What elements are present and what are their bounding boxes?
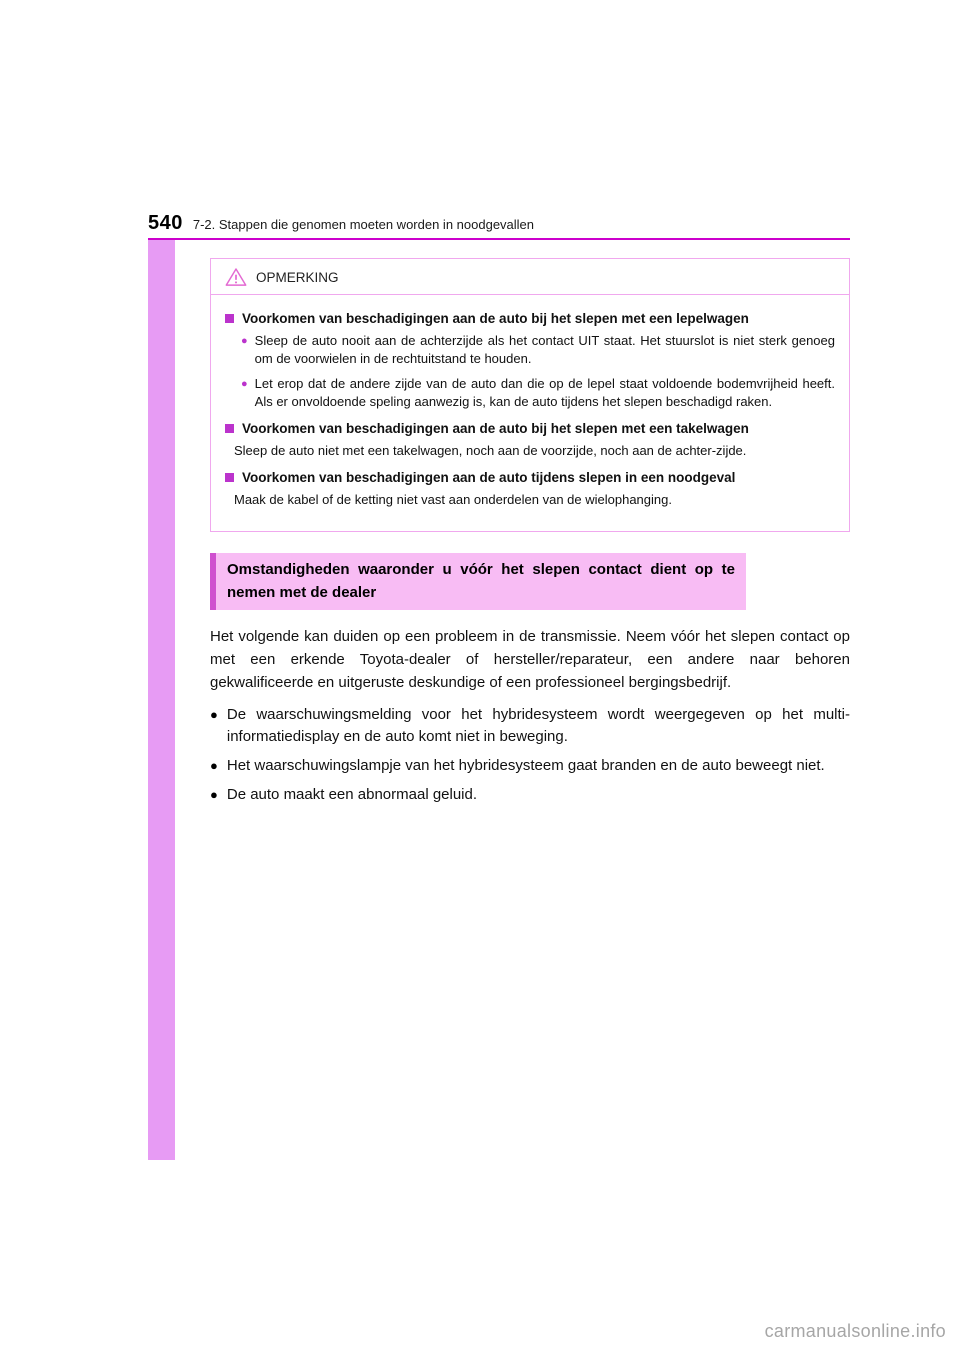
- square-bullet-icon: [225, 314, 234, 323]
- content-column: [210, 258, 850, 813]
- section-heading: [210, 553, 746, 610]
- notice-section-heading-text: Voorkomen van beschadigingen aan de auto bij het slepen met een lepelwagen: [242, 311, 749, 326]
- body-bullet-text: De auto maakt een abnormaal geluid.: [226, 786, 478, 803]
- square-bullet-icon: [225, 424, 234, 433]
- notice-section-text: Sleep de auto niet met een takelwagen, noch aan de voorzijde, noch aan de achter-zijde.: [234, 443, 747, 458]
- notice-bullet-text: Sleep de auto nooit aan de achterzijde als het contact UIT staat. Het stuurslot is niet sterk genoeg om de voorwielen in de rechtuitstand te houden.: [254, 333, 835, 366]
- round-bullet-icon: ●: [210, 758, 218, 773]
- page-number: 540: [148, 212, 183, 234]
- chapter-side-bar: [148, 240, 175, 1160]
- notice-section-heading: [225, 469, 835, 487]
- intro-paragraph: Het volgende kan duiden op een probleem in de transmissie. Neem vóór het slepen contact op met een erkende Toyota-dealer of hersteller/reparateur, een andere naar behoren gekwalificeerde en uitgeruste deskundige of een professioneel bergingsbedrijf.: [210, 628, 850, 691]
- warning-triangle-icon: [225, 267, 247, 287]
- notice-section-heading-text: Voorkomen van beschadigingen aan de auto tijdens slepen in een noodgeval: [242, 470, 736, 485]
- section-heading-line-1: Omstandigheden waaronder u vóór het slepen contact dient op te: [227, 561, 735, 578]
- section-heading-line-2: nemen met de dealer: [227, 584, 377, 601]
- square-bullet-icon: [225, 473, 234, 482]
- notice-section-heading: [225, 310, 835, 328]
- notice-body: [211, 295, 849, 531]
- notice-bullet-text: Let erop dat de andere zijde van de auto dan die op de lepel staat voldoende bodemvrijheid heeft. Als er onvoldoende speling aanwezig is, kan de auto tijdens het slepen beschadigd raken.: [254, 376, 835, 409]
- body-bullet: [210, 755, 850, 777]
- body-bullet: [210, 784, 850, 806]
- round-bullet-icon: ●: [241, 378, 248, 390]
- notice-section-heading: [225, 420, 835, 438]
- round-bullet-icon: ●: [241, 335, 248, 347]
- round-bullet-icon: ●: [210, 707, 218, 722]
- notice-bullet: [241, 375, 835, 411]
- body-bullet-text: De waarschuwingsmelding voor het hybridesysteem wordt weergegeven op het multi-informatiedisplay en de auto komt niet in beweging.: [226, 706, 850, 745]
- chapter-header: 7-2. Stappen die genomen moeten worden in noodgevallen: [192, 217, 535, 232]
- notice-section-heading-text: Voorkomen van beschadigingen aan de auto bij het slepen met een takelwagen: [242, 421, 749, 436]
- notice-box: [210, 258, 850, 532]
- body-bullet-text: Het waarschuwingslampje van het hybridesysteem gaat branden en de auto beweegt niet.: [226, 757, 825, 774]
- header-rule: [148, 238, 850, 240]
- round-bullet-icon: ●: [210, 787, 218, 802]
- notice-title: OPMERKING: [256, 269, 339, 285]
- notice-bullet: [241, 332, 835, 368]
- watermark: carmanualsonline.info: [764, 1321, 946, 1341]
- body-bullet: [210, 704, 850, 748]
- notice-section-text: Maak de kabel of de ketting niet vast aan onderdelen van de wielophanging.: [234, 492, 672, 507]
- notice-title-row: [211, 259, 849, 295]
- running-header: [148, 212, 534, 235]
